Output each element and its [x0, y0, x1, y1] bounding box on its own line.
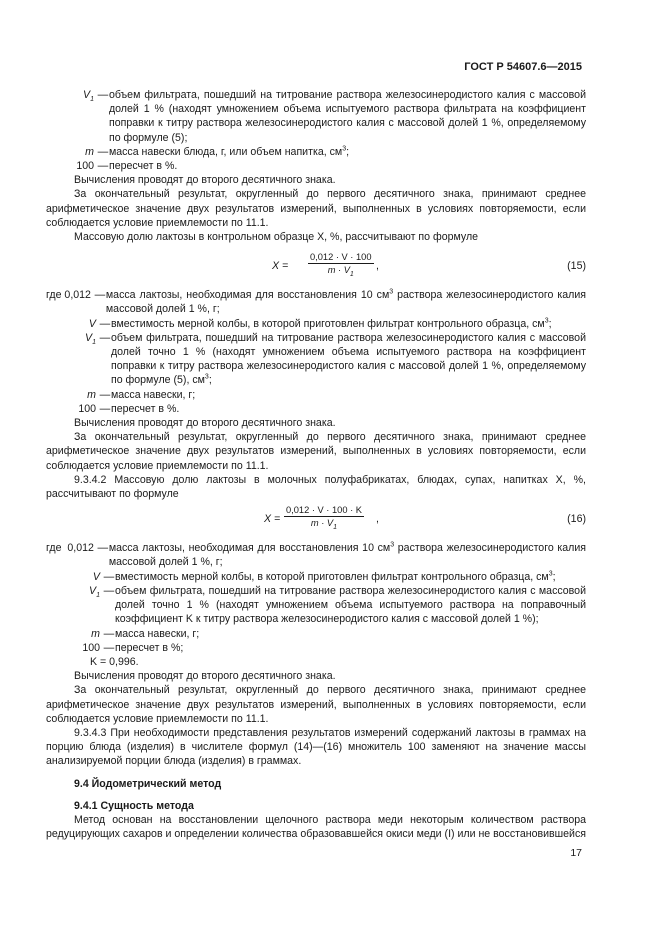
symbol-v: V — [88, 317, 96, 330]
definition-m: m — масса навески блюда, г, или объем напитка, $см^3$; — [46, 145, 586, 159]
page-content — [46, 88, 586, 841]
document-code-header: ГОСТ Р 54607.6—2015 — [464, 61, 582, 73]
symbol-m: m — [85, 145, 94, 158]
definition-100: 100 — пересчет в %. — [46, 402, 586, 416]
formula-16: X = $\frac{0,012 \cdot V \cdot 100 \cdot K}{m \cdot V_1}$ , (16) — [264, 505, 586, 532]
definition-v1: $V_1$ — объем фильтрата, пошедший на титрование раствора железосинеродистого калия с массовой долей точно 1 % (находят умножением объема испытуемого раствора на поправочный коэффициент K к титру раствора железосинеродистого калия с массовой долей 1 %); — [89, 584, 586, 626]
formula-fraction: $\frac{0,012 \cdot V \cdot 100}{m \cdot V_1}$ — [310, 252, 372, 279]
symbol-0012: 0,012 — [67, 542, 94, 555]
definition-v: V — вместимость мерной колбы, в которой приготовлен фильтрат контрольного образца, $см^3$; — [46, 570, 586, 584]
section-9-4-heading: 9.4 Йодометрический метод — [74, 777, 222, 790]
formula-numerator: 0,012 · V · 100 · K — [286, 505, 362, 516]
calculation-note: Вычисления проводят до второго десятичного знака. — [74, 417, 336, 430]
definition-0012: где 0,012 — масса лактозы, необходимая для восстановления 10 $см^3$ раствора железосинеродистого калия массовой долей 1 %, г; — [46, 288, 586, 316]
final-result-paragraph: За окончательный результат, округленный до первого десятичного знака, принимают среднее арифметическое значение двух результатов измерений, выполненных в условиях повторяемости, если соблюдается условие приемлемости по 11.1. — [46, 684, 586, 725]
symbol-100: 100 — [82, 641, 100, 654]
definition-v1: $V_1$ — объем фильтрата, пошедший на титрование раствора железосинеродистого калия с массовой долей 1 % (находят умножением объема испытуемого раствора фильтрата на коэффициент поправки к титру раствора железосинеродистого калия с массовой долей 1 %, определяемому по формуле (5); — [83, 89, 586, 144]
definition-text: пересчет в %. — [108, 160, 178, 173]
formula-number: (16) — [567, 513, 586, 526]
calculation-note: Вычисления проводят до второго десятичного знака. — [74, 174, 336, 187]
final-result-paragraph: За окончательный результат, округленный до первого десятичного знака, принимают среднее арифметическое значение двух результатов измерений, выполненных в условиях повторяемости, если соблюдается условие приемлемости по 11.1. — [46, 188, 586, 229]
dash: — — [97, 89, 109, 101]
formula-denominator: m · V — [327, 265, 350, 276]
method-principle-paragraph: Метод основан на восстановлении щелочного раствора меди некоторым количеством раствора редуцирующих сахаров и определении количества образовавшейся окиси меди (I) или не восстановившейся — [46, 813, 587, 841]
definition-text: масса навески блюда, г, или объем напитка, см — [108, 145, 343, 158]
formula-lhs: X = — [264, 513, 281, 526]
definition-v: V — вместимость мерной колбы, в которой приготовлен фильтрат контрольного образца, $см^3$; — [46, 317, 586, 331]
section-9-4-1-heading: 9.4.1 Сущность метода — [74, 799, 194, 812]
symbol-v1: V — [83, 89, 91, 101]
definition-0012: где 0,012 — масса лактозы, необходимая для восстановления 10 $см^3$ раствора железосинеродистого калия массовой долей 1 %, г; — [46, 541, 586, 569]
formula-lhs: X = — [272, 260, 289, 273]
k-value-line: K = 0,996. — [90, 655, 139, 668]
page-number: 17 — [570, 847, 582, 859]
definition-m: m — масса навески, г; — [46, 627, 586, 641]
definition-v1: $V_1$ — объем фильтрата, пошедший на титрование раствора железосинеродистого калия с массовой долей точно 1 % (находят умножением объема испытуемого раствора на коэффициент поправки к титру раствора железосинеродистого калия с массовой долей 1 %, определяемому по формуле (5), $см^3$; — [85, 331, 586, 387]
final-result-paragraph: За окончательный результат, округленный до первого десятичного знака, принимают среднее арифметическое значение двух результатов измерений, выполненных в условиях повторяемости, если соблюдается условие приемлемости по 11.1. — [46, 431, 586, 472]
symbol-m: m — [87, 388, 96, 401]
definition-m: m — масса навески, г; — [46, 388, 586, 402]
definition-text: объем фильтрата, пошедший на титрование раствора железосинеродистого калия с массовой долей 1 % (находят умножением объема испытуемого раствора фильтрата на коэффициент поправки к титру раствора железосинеродистого калия с массовой долей 1 %, определяемому по формуле (5); — [108, 89, 586, 144]
formula-numerator: 0,012 · V · 100 — [310, 252, 372, 263]
formula-denominator: m · V — [310, 518, 334, 529]
symbol-v: V — [92, 570, 100, 583]
formula-number: (15) — [567, 260, 586, 273]
symbol-v1: V — [89, 584, 97, 597]
clause-9-3-4-2: 9.3.4.2 Массовую долю лактозы в молочных полуфабрикатах, блюдах, супах, напитках X, %, рассчитывают по формуле — [46, 473, 586, 501]
symbol-v1: V — [85, 331, 93, 344]
where-label: где — [46, 542, 62, 555]
formula-intro: Массовую долю лактозы в контрольном образце X, %, рассчитывают по формуле — [74, 231, 479, 244]
symbol-m: m — [91, 627, 100, 640]
formula-fraction: $\frac{0,012 \cdot V \cdot 100 \cdot K}{m \cdot V_1}$ — [286, 505, 362, 532]
symbol-0012: 0,012 — [64, 289, 91, 302]
definition-100: 100 — пересчет в %. — [46, 159, 586, 173]
definition-100: 100 — пересчет в %; — [46, 641, 586, 655]
formula-15: X = $\frac{0,012 \cdot V \cdot 100}{m \cdot V_1}$ , (15) — [272, 252, 586, 279]
calculation-note: Вычисления проводят до второго десятичного знака. — [74, 670, 336, 683]
clause-9-3-4-3: 9.3.4.3 При необходимости представления результатов измерений содержаний лактозы в граммах на порцию блюда (изделия) в числителе формул (14)—(16) множитель 100 заменяют на значение массы анализируемой порции блюда (изделия) в граммах. — [46, 726, 586, 768]
symbol-100: 100 — [76, 160, 94, 173]
where-label: где — [46, 289, 62, 302]
symbol-100: 100 — [78, 402, 96, 415]
